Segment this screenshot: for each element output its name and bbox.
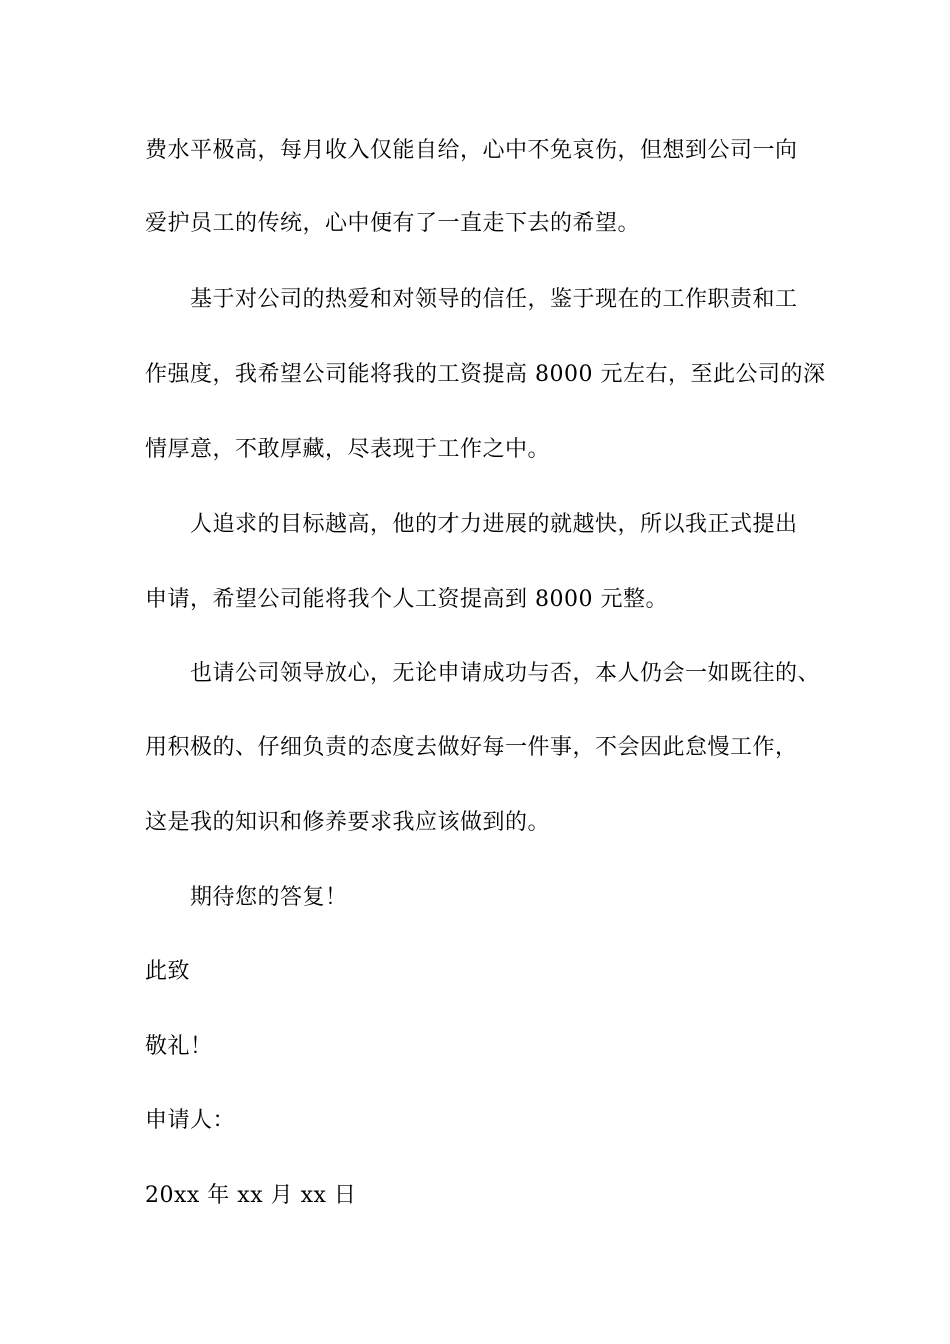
body-line-10: 这是我的知识和修养要求我应该做到的。: [145, 810, 551, 835]
body-line-9: 用积极的、仔细负责的态度去做好每一件事，不会因此怠慢工作，: [145, 735, 798, 760]
body-line-5: 情厚意，不敢厚藏，尽表现于工作之中。: [145, 437, 551, 462]
body-line-2: 爱护员工的传统，心中便有了一直走下去的希望。: [145, 211, 641, 236]
closing-expectation: 期待您的答复！: [190, 885, 348, 910]
body-line-7: 申请，希望公司能将我个人工资提高到 8000 元整。: [145, 587, 668, 612]
body-line-1: 费水平极高，每月收入仅能自给，心中不免哀伤，但想到公司一向: [145, 138, 798, 163]
salutation-cizhi: 此致: [145, 959, 191, 984]
body-line-6: 人追求的目标越高，他的才力进展的就越快，所以我正式提出: [190, 512, 798, 537]
applicant-label: 申请人：: [145, 1108, 236, 1133]
body-line-4: 作强度，我希望公司能将我的工资提高 8000 元左右，至此公司的深: [145, 362, 826, 387]
body-line-8: 也请公司领导放心，无论申请成功与否，本人仍会一如既往的、: [190, 661, 821, 686]
date-line: 20xx 年 xx 月 xx 日: [145, 1183, 357, 1208]
body-line-3: 基于对公司的热爱和对领导的信任，鉴于现在的工作职责和工: [190, 287, 798, 312]
salutation-jingli: 敬礼！: [145, 1034, 213, 1059]
